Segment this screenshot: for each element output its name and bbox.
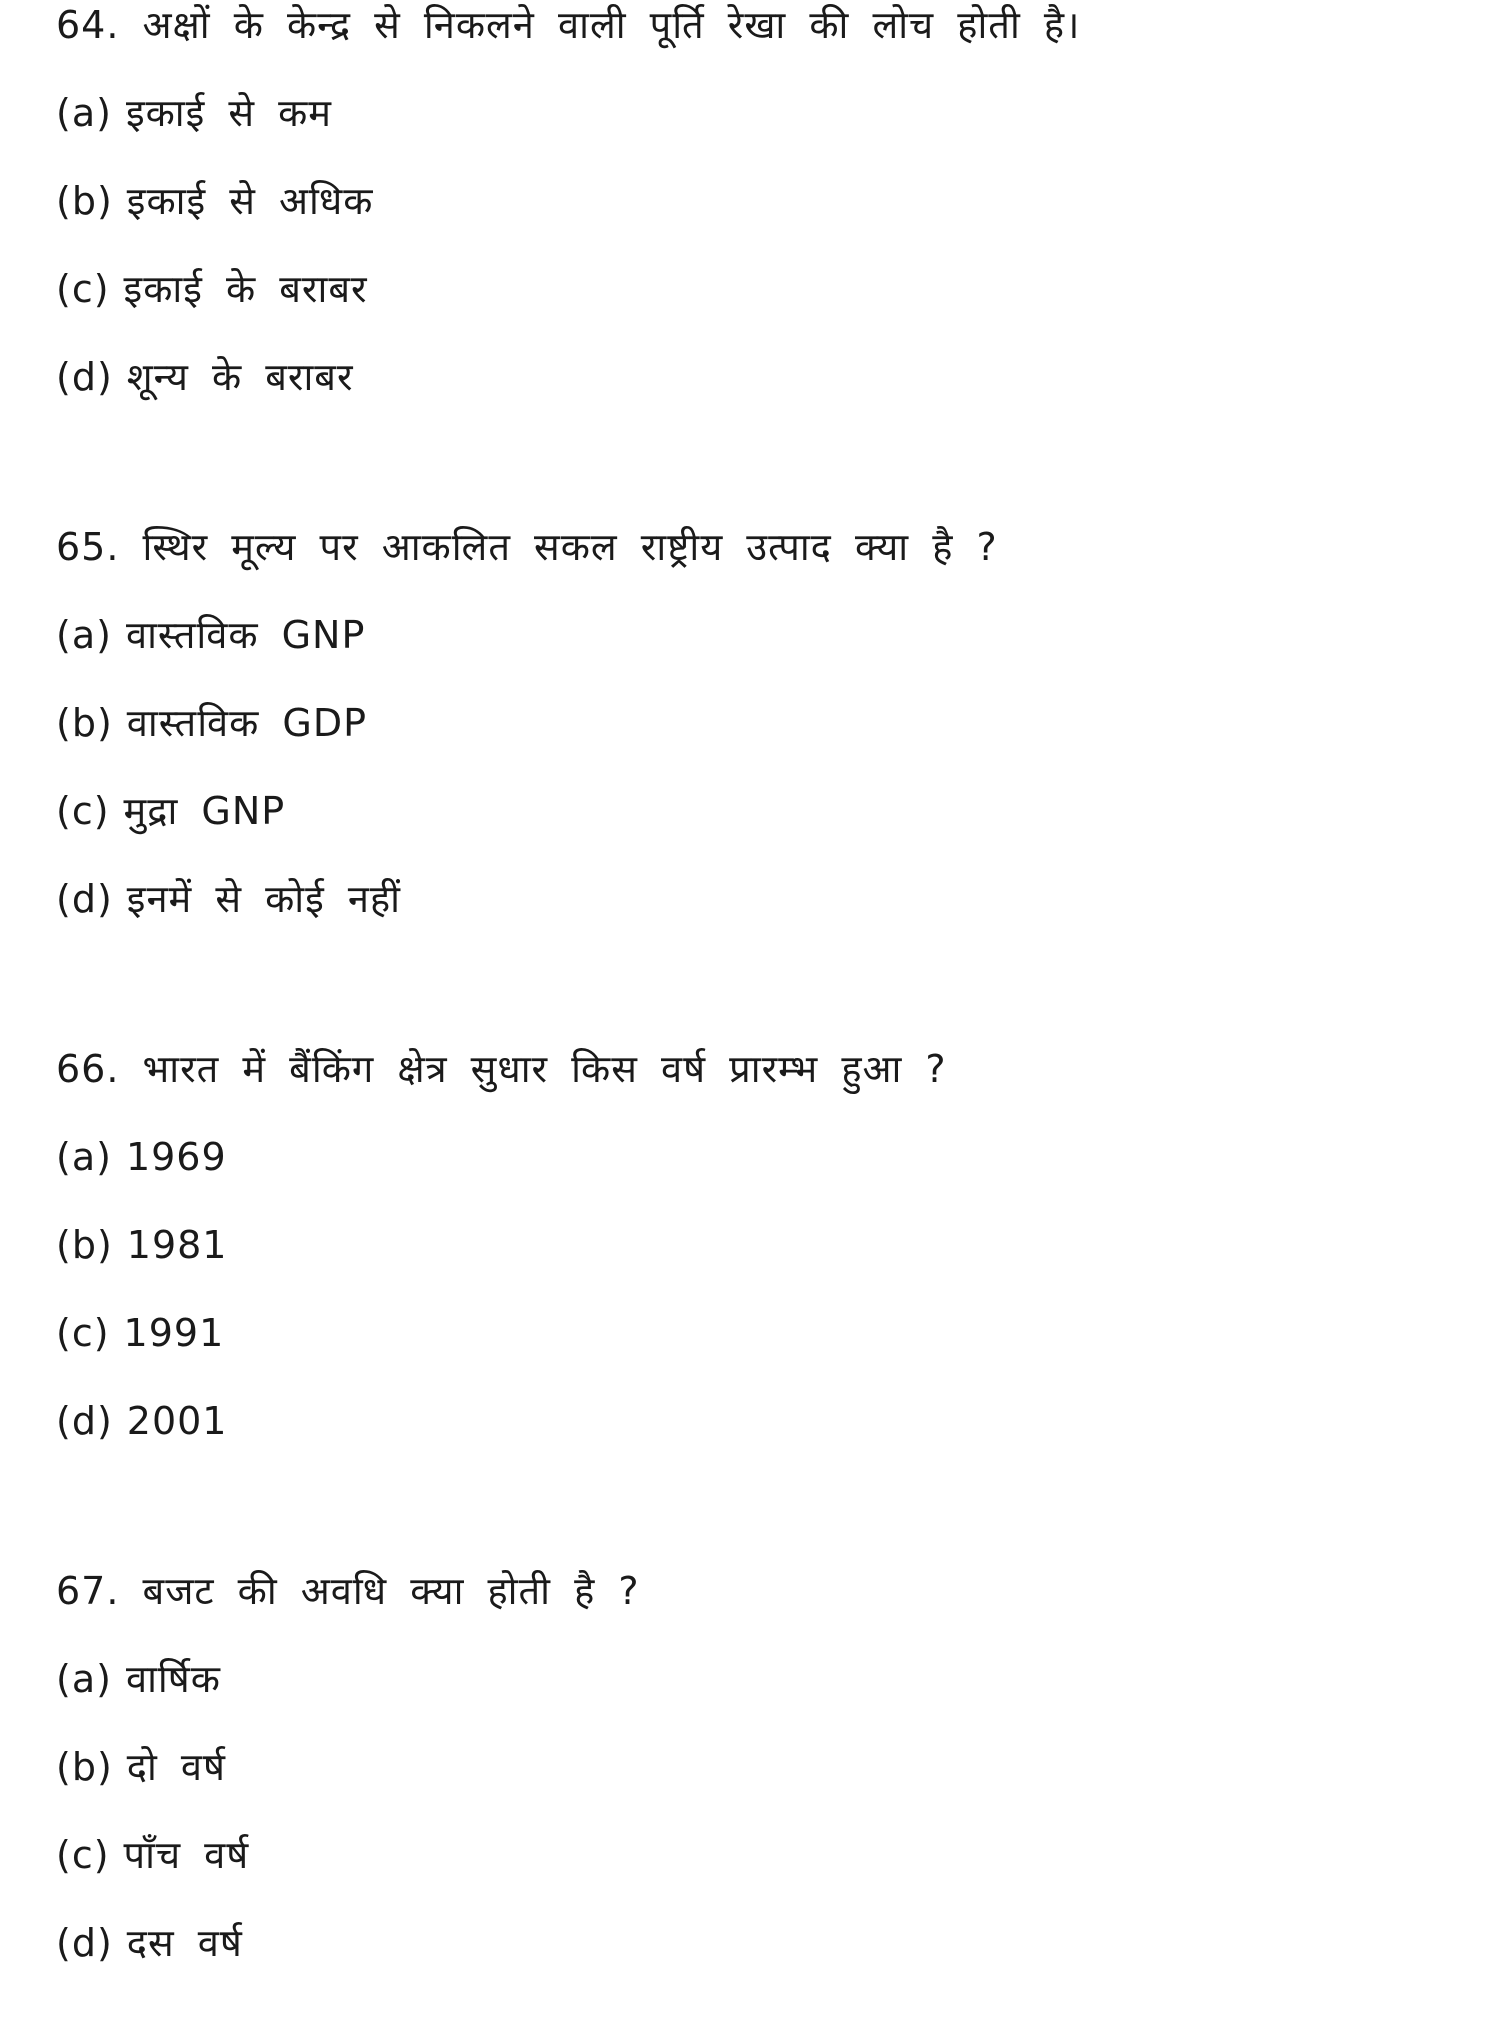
option-text: वार्षिक	[125, 1657, 221, 1701]
option-c	[56, 786, 1456, 836]
option-text: इनमें से कोई नहीं	[126, 877, 401, 921]
question-66	[56, 1044, 1456, 1446]
option-d	[56, 874, 1456, 924]
question-67	[56, 1566, 1456, 1968]
option-text: दस वर्ष	[126, 1921, 243, 1965]
option-text: 1969	[125, 1135, 227, 1179]
option-text: दो वर्ष	[126, 1745, 226, 1789]
option-b	[56, 698, 1456, 748]
option-letter: (d)	[56, 355, 113, 399]
option-letter: (a)	[56, 1657, 112, 1701]
question-text: 66. भारत में बैंकिंग क्षेत्र सुधार किस वर्ष प्रारम्भ हुआ ?	[56, 1047, 947, 1091]
option-letter: (d)	[56, 1921, 113, 1965]
option-b	[56, 1220, 1456, 1270]
option-text: शून्य के बराबर	[126, 355, 354, 399]
option-text: वास्तविक GDP	[126, 701, 368, 745]
option-letter: (a)	[56, 1135, 112, 1179]
option-b	[56, 1742, 1456, 1792]
option-letter: (a)	[56, 91, 112, 135]
question-64	[56, 0, 1456, 402]
option-letter: (b)	[56, 1223, 113, 1267]
option-d	[56, 1918, 1456, 1968]
option-a	[56, 610, 1456, 660]
option-text: इकाई के बराबर	[123, 267, 368, 311]
option-a	[56, 1654, 1456, 1704]
option-letter: (c)	[56, 789, 110, 833]
option-text: इकाई से कम	[125, 91, 333, 135]
option-d	[56, 352, 1456, 402]
option-letter: (b)	[56, 701, 113, 745]
option-c	[56, 1308, 1456, 1358]
option-letter: (b)	[56, 1745, 113, 1789]
option-letter: (c)	[56, 1311, 110, 1355]
option-c	[56, 1830, 1456, 1880]
option-text: 1991	[123, 1311, 225, 1355]
option-b	[56, 176, 1456, 226]
option-text: मुद्रा GNP	[123, 789, 286, 833]
option-letter: (c)	[56, 1833, 110, 1877]
question-text: 65. स्थिर मूल्य पर आकलित सकल राष्ट्रीय उत्पाद क्या है ?	[56, 525, 998, 569]
question-65	[56, 522, 1456, 924]
option-letter: (a)	[56, 613, 112, 657]
option-text: 1981	[126, 1223, 228, 1267]
option-a	[56, 1132, 1456, 1182]
option-c	[56, 264, 1456, 314]
option-d	[56, 1396, 1456, 1446]
option-a	[56, 88, 1456, 138]
option-letter: (d)	[56, 1399, 113, 1443]
option-letter: (d)	[56, 877, 113, 921]
option-text: 2001	[126, 1399, 228, 1443]
question-text: 64. अक्षों के केन्द्र से निकलने वाली पूर्ति रेखा की लोच होती है।	[56, 3, 1081, 47]
option-text: वास्तविक GNP	[125, 613, 366, 657]
question-text: 67. बजट की अवधि क्या होती है ?	[56, 1569, 640, 1613]
option-letter: (b)	[56, 179, 113, 223]
option-text: इकाई से अधिक	[126, 179, 374, 223]
option-letter: (c)	[56, 267, 110, 311]
option-text: पाँच वर्ष	[123, 1833, 250, 1877]
